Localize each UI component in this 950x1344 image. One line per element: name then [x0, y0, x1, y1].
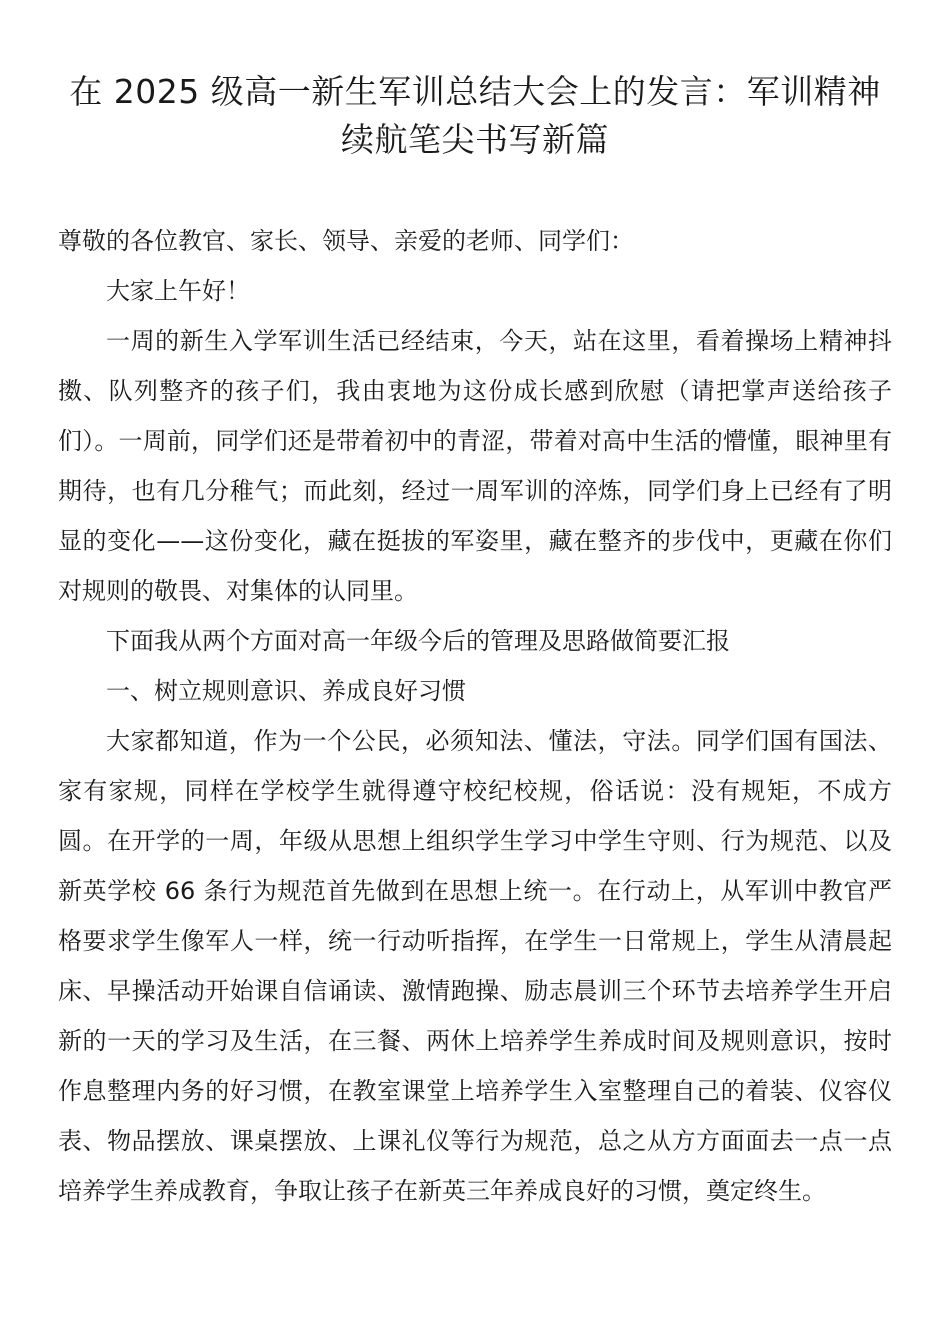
- paragraph-section-1: 大家都知道，作为一个公民，必须知法、懂法，守法。同学们国有国法、家有家规，同样在学校学生就得遵守校纪校规，俗话说：没有规矩，不成方圆。在开学的一周，年级从思想上组织学生学习中学生守则、行为规范、以及新英学校 66 条行为规范首先做到在思想上统一。在行动上，从军训中教官严格要求学生像军人一样，统一行动听指挥，在学生一日常规上，学生从清晨起床、早操活动开始课自信诵读、激情跑操、励志晨训三个环节去培养学生开启新的一天的学习及生活，在三餐、两休上培养学生养成时间及规则意识，按时作息整理内务的好习惯，在教室课堂上培养学生入室整理自己的着装、仪容仪表、物品摆放、课桌摆放、上课礼仪等行为规范，总之从方方面面去一点一点培养学生养成教育，争取让孩子在新英三年养成良好的习惯，奠定终生。: [58, 727, 892, 1205]
- salutation: 尊敬的各位教官、家长、领导、亲爱的老师、同学们：: [58, 227, 634, 255]
- document-body: [58, 216, 892, 1216]
- paragraph-opening: 一周的新生入学军训生活已经结束，今天，站在这里，看着操场上精神抖擞、队列整齐的孩子们，我由衷地为这份成长感到欣慰（请把掌声送给孩子们）。一周前，同学们还是带着初中的青涩，带着对高中生活的懵懂，眼神里有期待，也有几分稚气；而此刻，经过一周军训的淬炼，同学们身上已经有了明显的变化——这份变化，藏在挺拔的军姿里，藏在整齐的步伐中，更藏在你们对规则的敬畏、对集体的认同里。: [58, 327, 892, 605]
- greeting: 大家上午好！: [106, 277, 250, 305]
- paragraph-report-intro: 下面我从两个方面对高一年级今后的管理及思路做简要汇报: [106, 627, 730, 655]
- section-heading-1: 一、树立规则意识、养成良好习惯: [106, 677, 466, 705]
- document-title: 在 2025 级高一新生军训总结大会上的发言：军训精神续航笔尖书写新篇: [69, 72, 881, 159]
